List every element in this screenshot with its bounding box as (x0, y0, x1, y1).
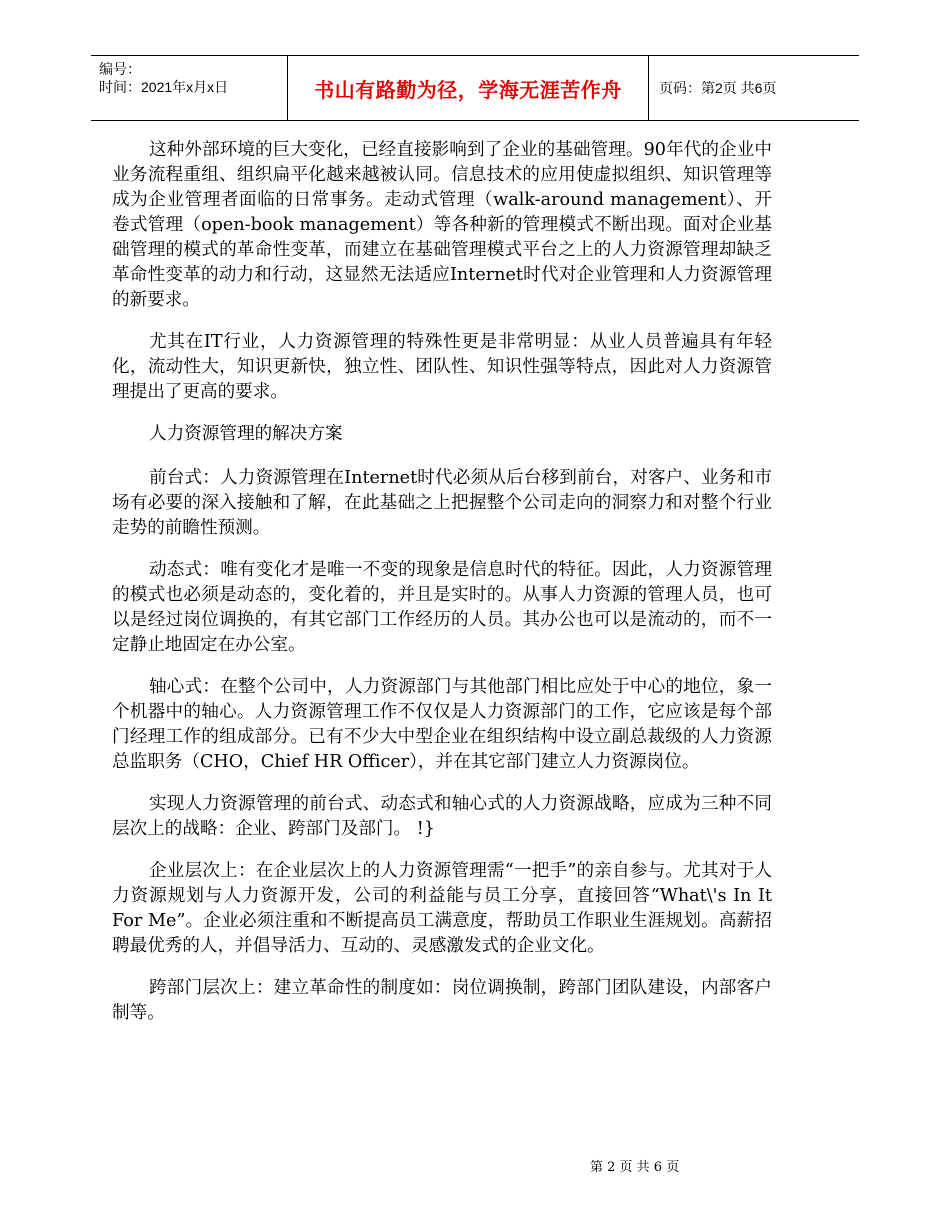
paragraph-dynamic: 动态式：唯有变化才是唯一不变的现象是信息时代的特征。因此，人力资源管理的模式也必须是动态的，变化着的，并且是实时的。从事人力资源的管理人员，也可以是经过岗位调换的，有其它部门工作经历的人员。其办公也可以是流动的，而不一定静止地固定在办公室。 (112, 560, 772, 655)
number-label: 编号： (99, 61, 141, 77)
page-label: 页码：第2页 共6页 (659, 80, 777, 96)
paragraph-front-desk: 前台式：人力资源管理在Internet时代必须从后台移到前台，对客户、业务和市场有必要的深入接触和了解，在此基础之上把握整个公司走向的洞察力和对整个行业走势的前瞻性预测。 (112, 468, 772, 538)
document-header (91, 55, 859, 121)
paragraph-cross-department: 跨部门层次上：建立革命性的制度如：岗位调换制，跨部门团队建设，内部客户制等。 (112, 978, 772, 1023)
document-body (112, 138, 772, 1043)
time-label: 时间：2021年x月x日 (99, 79, 229, 95)
paragraph-axis: 轴心式：在整个公司中，人力资源部门与其他部门相比应处于中心的地位，象一个机器中的轴心。人力资源管理工作不仅仅是人力资源部门的工作，它应该是每个部门经理工作的组成部分。已有不少大中型企业在组织结构中设立副总裁级的人力资源总监职务（CHO，Chief HR Officer），并在其它部门建立人力资源岗位。 (112, 677, 772, 772)
paragraph-enterprise-level: 企业层次上：在企业层次上的人力资源管理需“一把手”的亲自参与。尤其对于人力资源规划与人力资源开发，公司的利益能与员工分享，直接回答“What\'s In It For Me”。企业必须注重和不断提高员工满意度，帮助员工作职业生涯规划。高薪招聘最优秀的人，并倡导活力、互动的、灵感激发式的企业文化。 (112, 861, 772, 956)
paragraph-environment-change: 这种外部环境的巨大变化，已经直接影响到了企业的基础管理。90年代的企业中业务流程重组、组织扁平化越来越被认同。信息技术的应用使虚拟组织、知识管理等成为企业管理者面临的日常事务。走动式管理（walk-around management）、开卷式管理（open-book management）等各种新的管理模式不断出现。面对企业基础管理的模式的革命性变革，而建立在基础管理模式平台之上的人力资源管理却缺乏革命性变革的动力和行动，这显然无法适应Internet时代对企业管理和人力资源管理的新要求。 (112, 140, 772, 310)
paragraph-strategy-levels: 实现人力资源管理的前台式、动态式和轴心式的人力资源战略，应成为三种不同层次上的战略：企业、跨部门及部门。 !} (112, 794, 772, 839)
header-meta (91, 56, 287, 120)
header-page-cell (649, 56, 859, 120)
motto-text: 书山有路勤为径，学海无涯苦作舟 (314, 77, 622, 102)
section-heading-solution: 人力资源管理的解决方案 (149, 424, 343, 444)
paragraph-it-industry: 尤其在IT行业，人力资源管理的特殊性更是非常明显：从业人员普遍具有年轻化，流动性大，知识更新快，独立性、团队性、知识性强等特点，因此对人力资源管理提出了更高的要求。 (112, 332, 772, 402)
page-footer: 第 2 页 共 6 页 (590, 1160, 680, 1175)
header-motto-cell (287, 56, 649, 120)
